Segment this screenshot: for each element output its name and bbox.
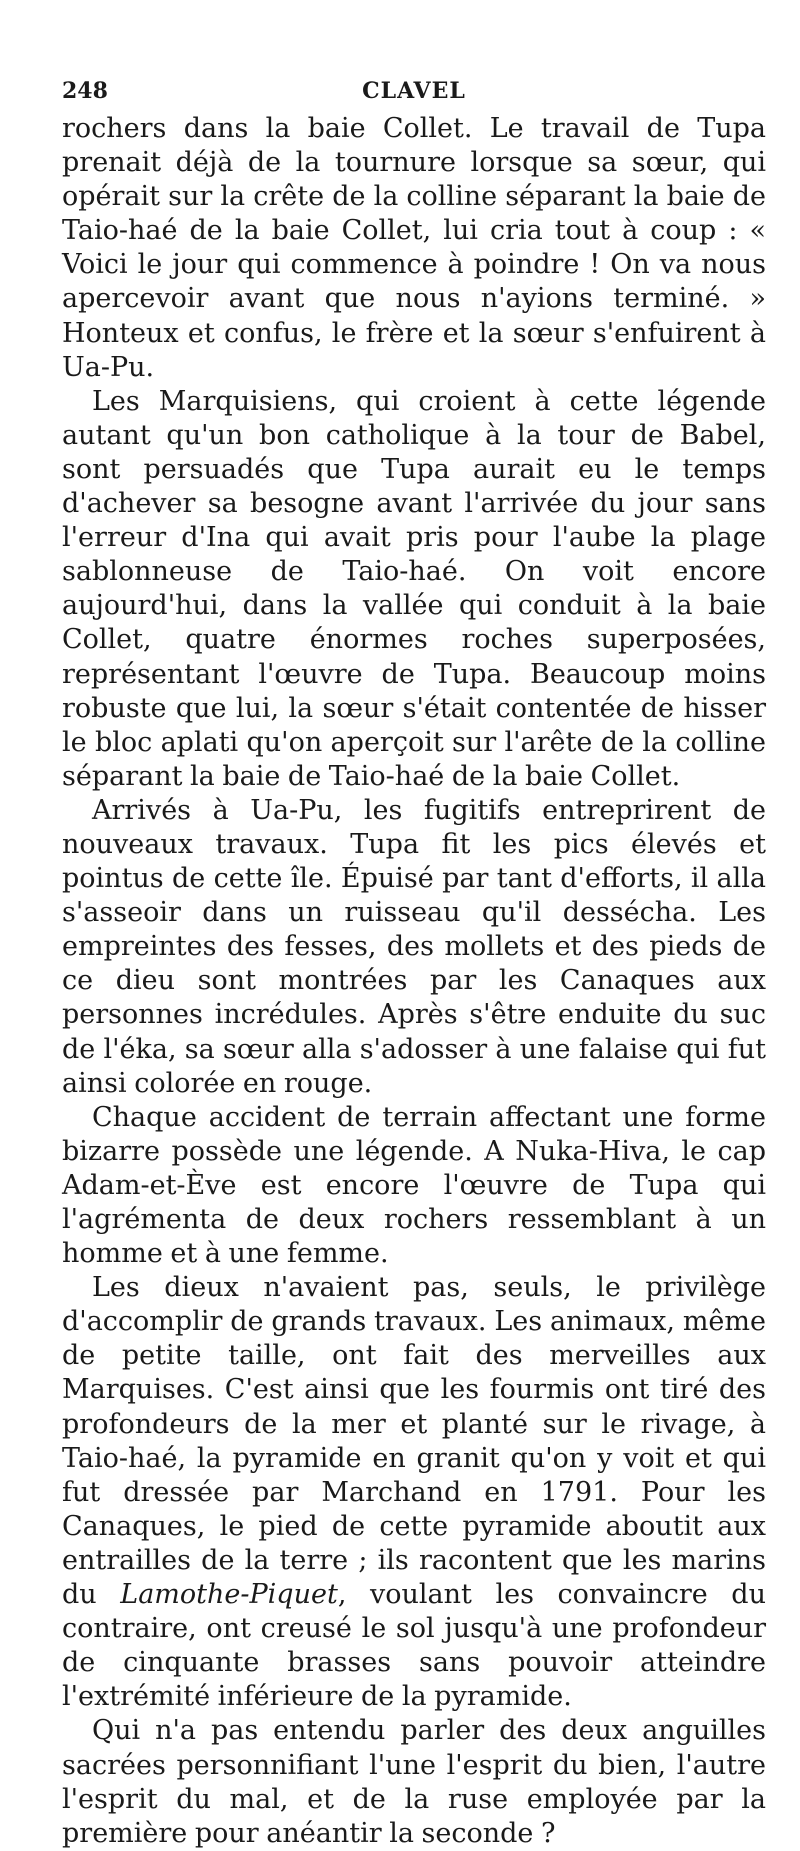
paragraph: Arrivés à Ua-Pu, les fugitifs entreprirent de nouveaux travaux. Tupa fit les pics élevés et pointus de cette île. Épuisé par tant d'efforts, il alla s'asseoir dans un ruisseau qu'il dessécha. Les empreintes des fesses, des mollets et des pieds de ce dieu sont montrées par les Canaques aux personnes incrédules. Après s'être enduite du suc de l'éka, sa sœur alla s'adosser à une falaise qui fut ainsi colorée en rouge. [62,794,766,1099]
paragraph: Les Marquisiens, qui croient à cette légende autant qu'un bon catholique à la tour de Babel, sont persuadés que Tupa aurait eu le temps d'achever sa besogne avant l'arrivée du jour sans l'erreur d'Ina qui avait pris pour l'aube la plage sablonneuse de Taio-haé. On voit encore aujourd'hui, dans la vallée qui conduit à la baie Collet, quatre énormes roches superposées, représentant l'œuvre de Tupa. Beaucoup moins robuste que lui, la sœur s'était contentée de hisser le bloc aplati qu'on aperçoit sur l'arête de la colline séparant la baie de Taio-haé de la baie Collet. [62,385,766,792]
running-title: CLAVEL [362,78,466,104]
page-header [62,78,766,112]
ship-name: Lamothe-Piquet [120,1579,338,1611]
paragraph: Qui n'a pas entendu parler des deux anguilles sacrées personnifiant l'une l'esprit du bien, l'autre l'esprit du mal, et de la ruse employée par la première pour anéantir la seconde ? [62,1715,766,1849]
paragraph-text: Les dieux n'avaient pas, seuls, le privilège d'accomplir de grands travaux. Les animaux, même de petite taille, ont fait des merveilles aux Marquises. C'est ainsi que les fourmis ont tiré des profondeurs de la mer et planté sur le rivage, à Taio-haé, la pyramide en granit qu'on y voit et qui fut dressée par Marchand en 1791. Pour les Canaques, le pied de cette pyramide aboutit aux entrailles de la terre ; ils racontent que les marins du [62,1272,766,1611]
paragraph: Chaque accident de terrain affectant une forme bizarre possède une légende. A Nuka-Hiva, le cap Adam-et-Ève est encore l'œuvre de Tupa qui l'agrémenta de deux rochers ressemblant à un homme et à une femme. [62,1101,766,1270]
body-text [62,112,766,1851]
paragraph [62,1271,766,1714]
paragraph: rochers dans la baie Collet. Le travail de Tupa prenait déjà de la tournure lorsque sa sœur, qui opérait sur la crête de la colline séparant la baie de Taio-haé de la baie Collet, lui cria tout à coup : « Voici le jour qui commence à poindre ! On va nous apercevoir avant que nous n'ayions terminé. » Honteux et confus, le frère et la sœur s'enfuirent à Ua-Pu. [62,113,766,383]
page-number: 248 [62,78,108,104]
paragraph-text: , voulant les convaincre du contraire, ont creusé le sol jusqu'à une profondeur de cinquante brasses sans pouvoir atteindre l'extrémité inférieure de la pyramide. [62,1579,766,1713]
